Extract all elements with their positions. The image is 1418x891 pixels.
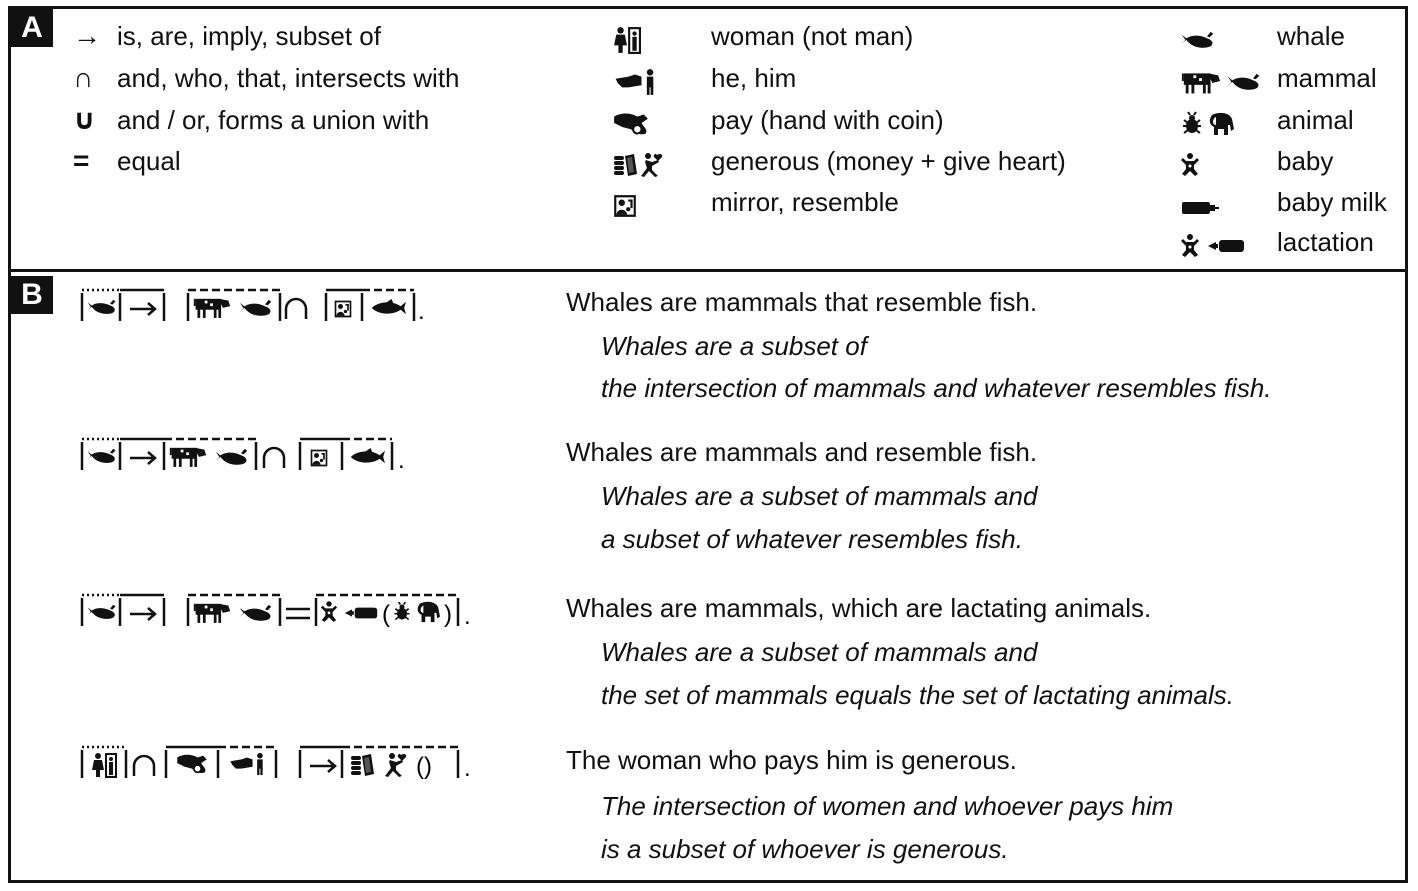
legend-text-animal: animal [1277, 105, 1354, 135]
bliss-sentence-1 [78, 285, 438, 325]
example-2-sentence: Whales are mammals and resemble fish. [566, 437, 1038, 467]
legend-text-woman: woman (not man) [711, 21, 914, 51]
legend-text-mirror: mirror, resemble [711, 187, 899, 217]
pointing-man-icon [612, 64, 658, 100]
svg-text:.: . [464, 755, 471, 782]
example-3-gloss-line-1: Whales are a subset of mammals and [601, 637, 1038, 667]
bug-elephant-icon [1180, 106, 1236, 142]
example-2-gloss-line-1: Whales are a subset of mammals and [601, 481, 1038, 511]
legend-text-him: he, him [711, 63, 797, 93]
svg-text:.: . [398, 447, 405, 474]
example-2-gloss-line-2: a subset of whatever resembles fish. [601, 524, 1023, 554]
example-1-gloss-line-1: Whales are a subset of [601, 331, 867, 361]
equal-icon: = [73, 145, 90, 176]
union-icon: ∪ [73, 104, 96, 135]
legend-text-intersection: and, who, that, intersects with [117, 63, 460, 93]
legend-text-mammal: mammal [1277, 63, 1377, 93]
example-1-gloss-line-2: the intersection of mammals and whatever resembles fish. [601, 373, 1272, 403]
arrow-right-icon: → [73, 20, 101, 51]
intersection-icon: ∩ [73, 62, 94, 93]
legend-text-union: and / or, forms a union with [117, 105, 430, 135]
hand-coin-icon [612, 106, 650, 142]
legend-text-equal: equal [117, 146, 181, 176]
bliss-sentence-3 [78, 590, 488, 630]
svg-text:(: ( [382, 601, 390, 628]
example-1-sentence: Whales are mammals that resemble fish. [566, 287, 1038, 317]
panel-divider [8, 269, 1408, 272]
legend-text-pay: pay (hand with coin) [711, 105, 944, 135]
example-4-sentence: The woman who pays him is generous. [566, 745, 1017, 775]
svg-text:(): () [416, 753, 432, 780]
svg-text:): ) [444, 601, 452, 628]
panel-a-label: A [11, 9, 53, 47]
mirror-icon [612, 188, 638, 224]
svg-text:.: . [464, 603, 471, 630]
cow-whale-icon [1180, 64, 1262, 100]
legend-text-subset: is, are, imply, subset of [117, 21, 381, 51]
example-4-gloss-line-2: is a subset of whoever is generous. [601, 834, 1009, 864]
panel-b-label: B [11, 276, 53, 314]
example-3-sentence: Whales are mammals, which are lactating animals. [566, 593, 1152, 623]
legend-text-lactation: lactation [1277, 227, 1374, 257]
example-4-gloss-line-1: The intersection of women and whoever pays him [601, 791, 1174, 821]
woman-icon [612, 22, 642, 58]
svg-text:.: . [418, 298, 425, 325]
baby-bottle-lactation-icon [1180, 228, 1248, 264]
bliss-sentence-2 [78, 434, 418, 474]
baby-icon [1180, 147, 1200, 183]
legend-text-baby-milk: baby milk [1277, 187, 1387, 217]
baby-bottle-icon [1180, 190, 1220, 226]
legend-text-baby: baby [1277, 146, 1334, 176]
legend-text-generous: generous (money + give heart) [711, 146, 1066, 176]
whale-icon [1180, 22, 1216, 58]
example-3-gloss-line-2: the set of mammals equals the set of lactating animals. [601, 680, 1234, 710]
bliss-sentence-4 [78, 742, 478, 782]
money-give-heart-icon [612, 147, 664, 183]
legend-text-whale: whale [1277, 21, 1345, 51]
